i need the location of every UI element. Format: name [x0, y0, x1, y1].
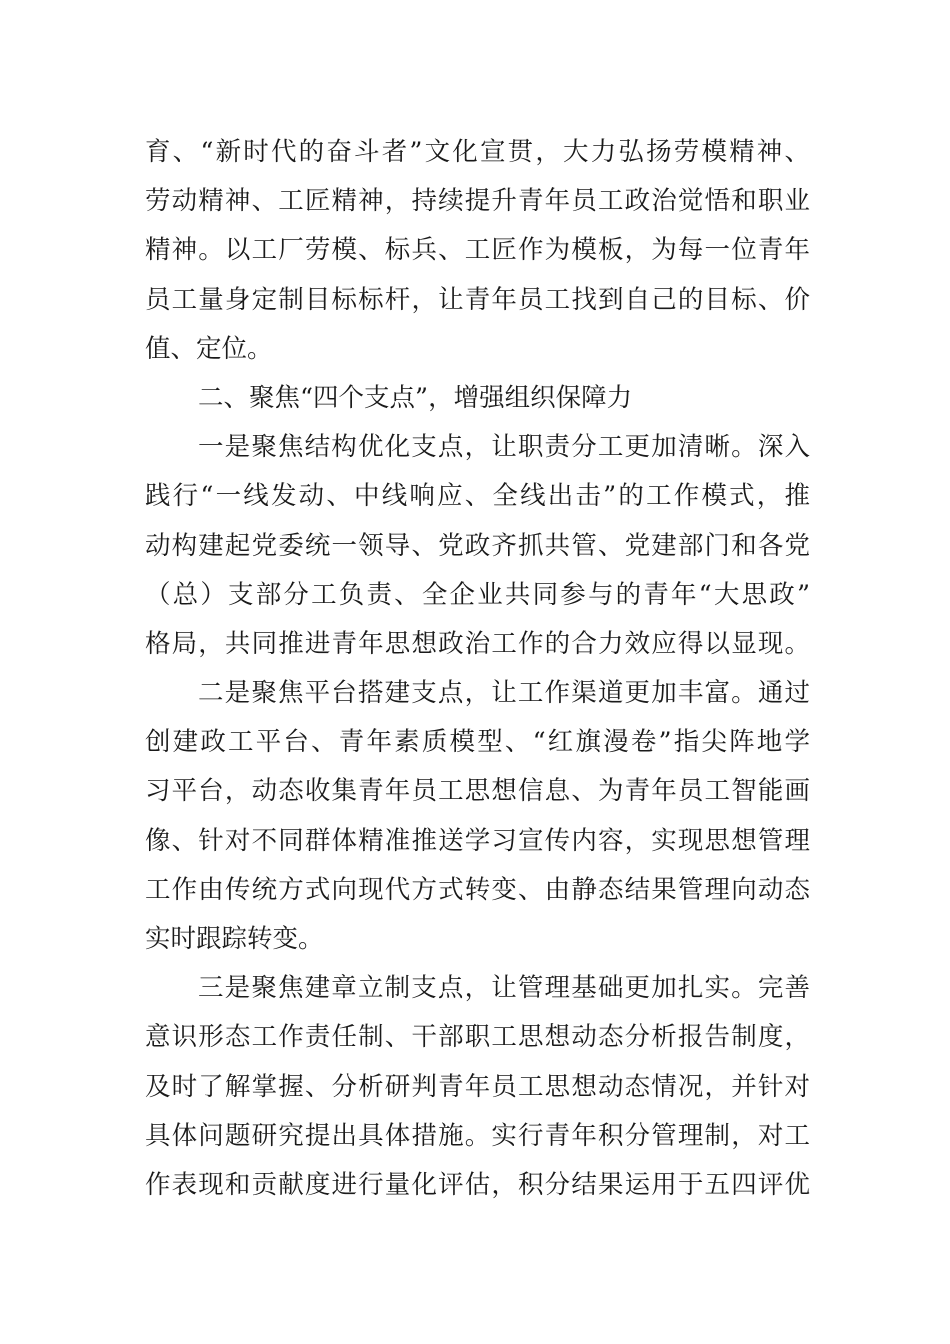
document-body [145, 128, 810, 1210]
text-line: 动构建起党委统一领导、党政齐抓共管、党建部门和各党 [145, 530, 810, 561]
text-line: 精神。以工厂劳模、标兵、工匠作为模板，为每一位青年 [145, 235, 810, 266]
text-line: 实时跟踪转变。 [145, 924, 324, 954]
text-line: 育、“新时代的奋斗者”文化宣贯，大力弘扬劳模精神、 [145, 137, 810, 167]
text-line: 二是聚焦平台搭建支点，让工作渠道更加丰富。通过 [198, 678, 810, 709]
text-line: 一是聚焦结构优化支点，让职责分工更加清晰。深入 [198, 432, 810, 463]
text-line: 创建政工平台、青年素质模型、“红旗漫卷”指尖阵地学 [145, 727, 810, 758]
text-line: 践行“一线发动、中线响应、全线出击”的工作模式，推 [145, 481, 810, 512]
text-line: （总）支部分工负责、全企业共同参与的青年“大思政” [145, 579, 810, 610]
text-line: 劳动精神、工匠精神，持续提升青年员工政治觉悟和职业 [145, 186, 810, 217]
text-line: 三是聚焦建章立制支点，让管理基础更加扎实。完善 [198, 973, 810, 1004]
text-line: 二、聚焦“四个支点”，增强组织保障力 [198, 382, 633, 413]
text-line: 员工量身定制目标标杆，让青年员工找到自己的目标、价 [145, 284, 810, 315]
text-line: 格局，共同推进青年思想政治工作的合力效应得以显现。 [145, 628, 810, 659]
text-line: 具体问题研究提出具体措施。实行青年积分管理制，对工 [145, 1120, 810, 1151]
text-line: 意识形态工作责任制、干部职工思想动态分析报告制度， [145, 1022, 810, 1053]
text-line: 习平台，动态收集青年员工思想信息、为青年员工智能画 [145, 776, 810, 807]
text-line: 值、定位。 [145, 333, 273, 364]
text-line: 像、针对不同群体精准推送学习宣传内容，实现思想管理 [145, 825, 810, 856]
text-line: 作表现和贡献度进行量化评估，积分结果运用于五四评优 [145, 1169, 810, 1200]
text-line: 及时了解掌握、分析研判青年员工思想动态情况，并针对 [145, 1071, 810, 1102]
text-line: 工作由传统方式向现代方式转变、由静态结果管理向动态 [145, 874, 810, 905]
